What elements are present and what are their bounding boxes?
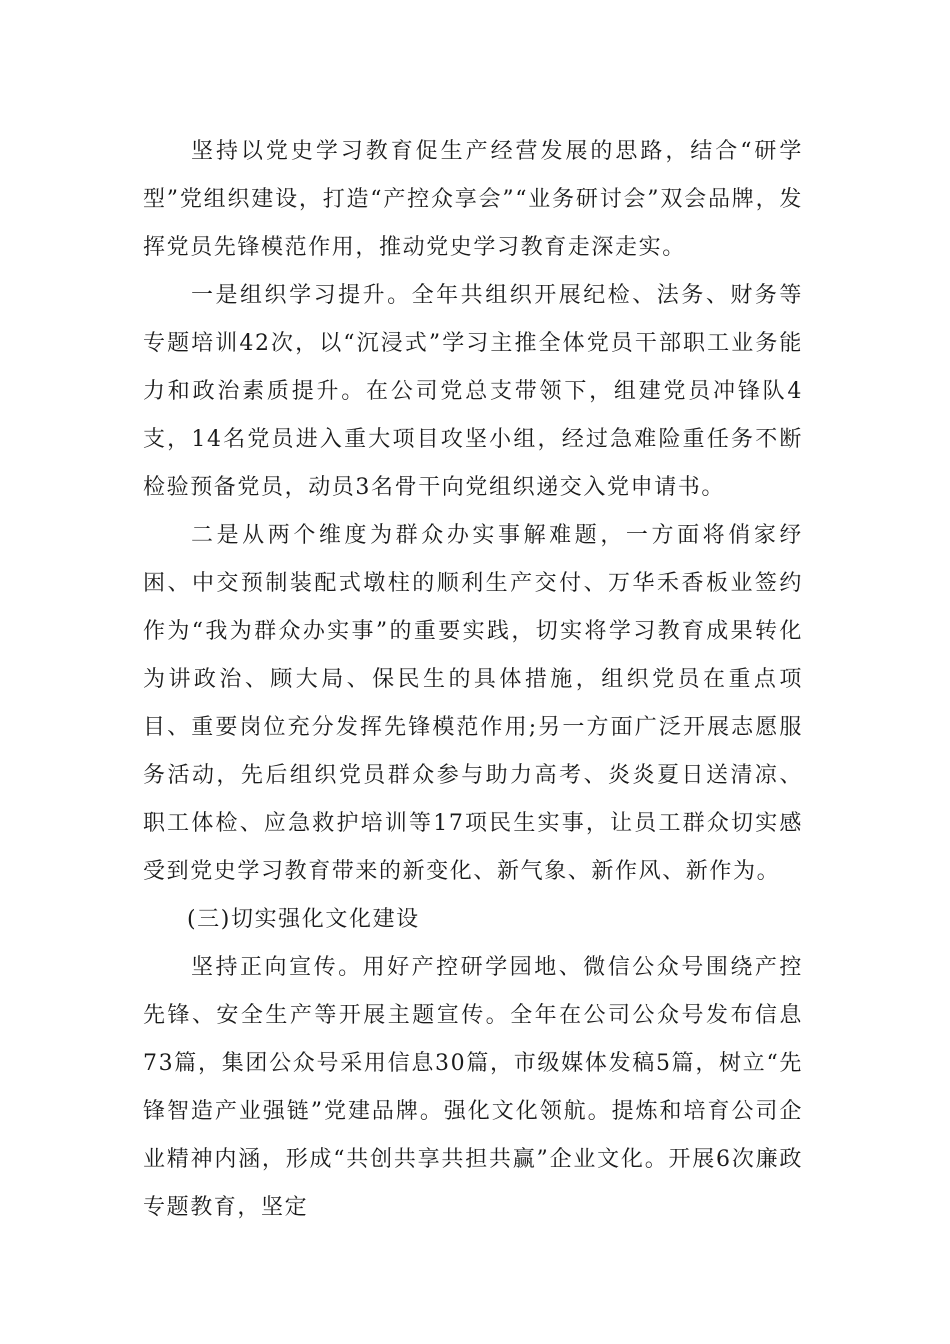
paragraph-thinking: 坚持以党史学习教育促生产经营发展的思路，结合“研学型”党组织建设，打造“产控众享会”“业务研讨会”双会品牌，发挥党员先锋模范作用，推动党史学习教育走深走实。 bbox=[143, 139, 803, 260]
paragraph-practical-matters: 二是从两个维度为群众办实事解难题，一方面将俏家纾困、中交预制装配式墩柱的顺利生产交付、万华禾香板业签约作为“我为群众办实事”的重要实践，切实将学习教育成果转化为讲政治、顾大局、保民生的具体措施，组织党员在重点项目、重要岗位充分发挥先锋模范作用;另一方面广泛开展志愿服务活动，先后组织党员群众参与助力高考、炎炎夏日送清凉、职工体检、应急救护培训等17项民生实事，让员工群众切实感受到党史学习教育带来的新变化、新气象、新作风、新作为。 bbox=[143, 523, 803, 884]
section-heading-culture: (三)切实强化文化建设 bbox=[187, 907, 420, 932]
paragraph-study-improvement: 一是组织学习提升。全年共组织开展纪检、法务、财务等专题培训42次，以“沉浸式”学习主推全体党员干部职工业务能力和政治素质提升。在公司党总支带领下，组建党员冲锋队4支，14名党员进入重大项目攻坚小组，经过急难险重任务不断检验预备党员，动员3名骨干向党组织递交入党申请书。 bbox=[143, 283, 803, 500]
paragraph-publicity: 坚持正向宣传。用好产控研学园地、微信公众号围绕产控先锋、安全生产等开展主题宣传。全年在公司公众号发布信息73篇，集团公众号采用信息30篇，市级媒体发稿5篇，树立“先锋智造产业强链”党建品牌。强化文化领航。提炼和培育公司企业精神内涵，形成“共创共享共担共赢”企业文化。开展6次廉政专题教育，坚定 bbox=[143, 955, 803, 1220]
document-body bbox=[143, 128, 803, 1232]
